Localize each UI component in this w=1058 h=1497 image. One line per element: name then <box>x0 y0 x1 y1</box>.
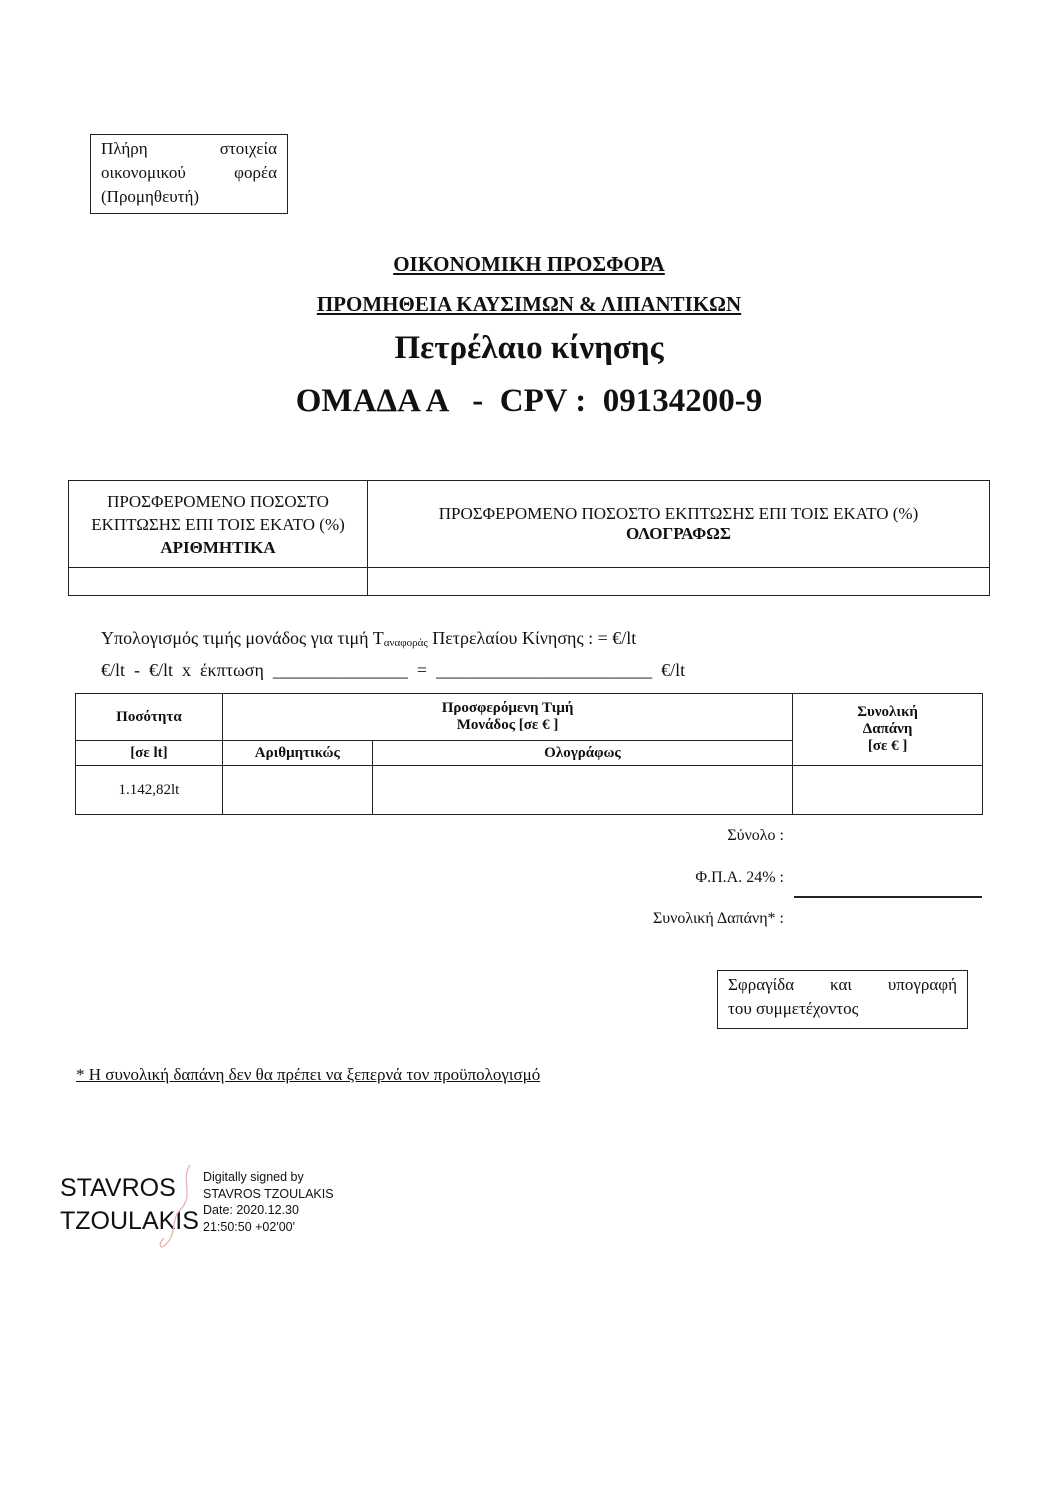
words-header: Ολογράφως <box>372 741 792 766</box>
header-text: [σε € ] <box>867 738 908 754</box>
discount-words-header <box>368 481 990 568</box>
supplier-box-text: Πλήρη <box>101 139 148 158</box>
quantity-value: 1.142,82lt <box>76 766 223 815</box>
stamp-box-text: και <box>830 975 852 994</box>
group-cpv-title: ΟΜΑΔΑ Α - CPV : 09134200-9 <box>295 383 763 419</box>
signature-detail: STAVROS TZOULAKIS <box>203 1186 334 1201</box>
main-title: ΟΙΚΟΝΟΜΙΚΗ ΠΡΟΣΦΟΡΑ <box>393 252 665 276</box>
discount-numeric-cell[interactable] <box>69 568 368 596</box>
price-table <box>75 693 983 815</box>
subtitle: ΠΡΟΜΗΘΕΙΑ ΚΑΥΣΙΜΩΝ & ΛΙΠΑΝΤΙΚΩΝ <box>316 292 742 316</box>
total-cost-header <box>793 694 983 766</box>
header-text: Προσφερόμενη Τιμή <box>441 700 574 716</box>
stamp-box-text: του συμμετέχοντος <box>728 999 859 1018</box>
supplier-box-text: στοιχεία <box>219 139 277 158</box>
unit-price-header <box>222 694 792 741</box>
stamp-signature-box <box>717 970 968 1029</box>
calc-text: Πετρελαίου Κίνησης : = €/lt <box>427 628 637 648</box>
signature-name-line: STAVROS <box>60 1174 176 1202</box>
supplier-box-text: φορέα <box>234 163 277 182</box>
stamp-box-text: υπογραφή <box>887 975 957 994</box>
quantity-unit-header: [σε lt] <box>76 741 223 766</box>
header-text: ΠΡΟΣΦΕΡΟΜΕΝΟ ΠΟΣΟΣΤΟ ΕΚΠΤΩΣΗΣ ΕΠΙ ΤΟΙΣ ΕΚΑΤΟ (%) <box>438 504 919 523</box>
stamp-box-text: Σφραγίδα <box>728 975 795 994</box>
supplier-info-box <box>90 134 288 214</box>
product-title: Πετρέλαιο κίνησης <box>394 330 664 366</box>
header-bold: ΑΡΙΘΜΗΤΙΚΑ <box>160 537 276 557</box>
signature-detail: 21:50:50 +02'00' <box>203 1219 296 1234</box>
header-text: Συνολική <box>857 704 918 720</box>
header-text: ΠΡΟΣΦΕΡΟΜΕΝΟ ΠΟΣΟΣΤΟ ΕΚΠΤΩΣΗΣ ΕΠΙ ΤΟΙΣ ΕΚΑΤΟ (%) <box>91 491 345 534</box>
signature-detail: Date: 2020.12.30 <box>203 1203 299 1217</box>
total-cost-cell[interactable] <box>793 766 983 815</box>
vat-underline <box>794 896 982 898</box>
header-text: Δαπάνη <box>862 721 913 737</box>
footnote: * Η συνολική δαπάνη δεν θα πρέπει να ξεπερνά τον προϋπολογισμό <box>76 1065 541 1084</box>
quantity-header: Ποσότητα <box>76 694 223 741</box>
vat-label: Φ.Π.Α. 24% : <box>695 869 784 886</box>
calculation-line-1 <box>101 628 636 649</box>
supplier-box-text: (Προμηθευτή) <box>101 187 200 206</box>
signature-mark-icon <box>150 1160 200 1250</box>
signature-detail: Digitally signed by <box>203 1170 304 1184</box>
supplier-box-text: οικονομικού <box>101 163 186 182</box>
discount-table <box>68 480 990 596</box>
signature-name-line: TZOULAKIS <box>60 1207 199 1235</box>
total-cost-label: Συνολική Δαπάνη* : <box>652 910 784 927</box>
unit-price-numeric-cell[interactable] <box>222 766 372 815</box>
calculation-line-2: €/lt - €/lt x έκπτωση _______________ = ________________________ €/lt <box>101 660 686 680</box>
sum-label: Σύνολο : <box>727 827 784 844</box>
numeric-header: Αριθμητικώς <box>222 741 372 766</box>
digital-signature-details <box>203 1169 334 1235</box>
unit-price-words-cell[interactable] <box>372 766 792 815</box>
discount-numeric-header <box>69 481 368 568</box>
calc-text: Υπολογισμός τιμής μονάδος για τιμή Τ <box>101 628 384 648</box>
header-bold: ΟΛΟΓΡΑΦΩΣ <box>626 524 731 543</box>
header-text: Μονάδος [σε € ] <box>456 717 559 733</box>
calc-subscript: αναφοράς <box>383 637 428 649</box>
discount-words-cell[interactable] <box>368 568 990 596</box>
